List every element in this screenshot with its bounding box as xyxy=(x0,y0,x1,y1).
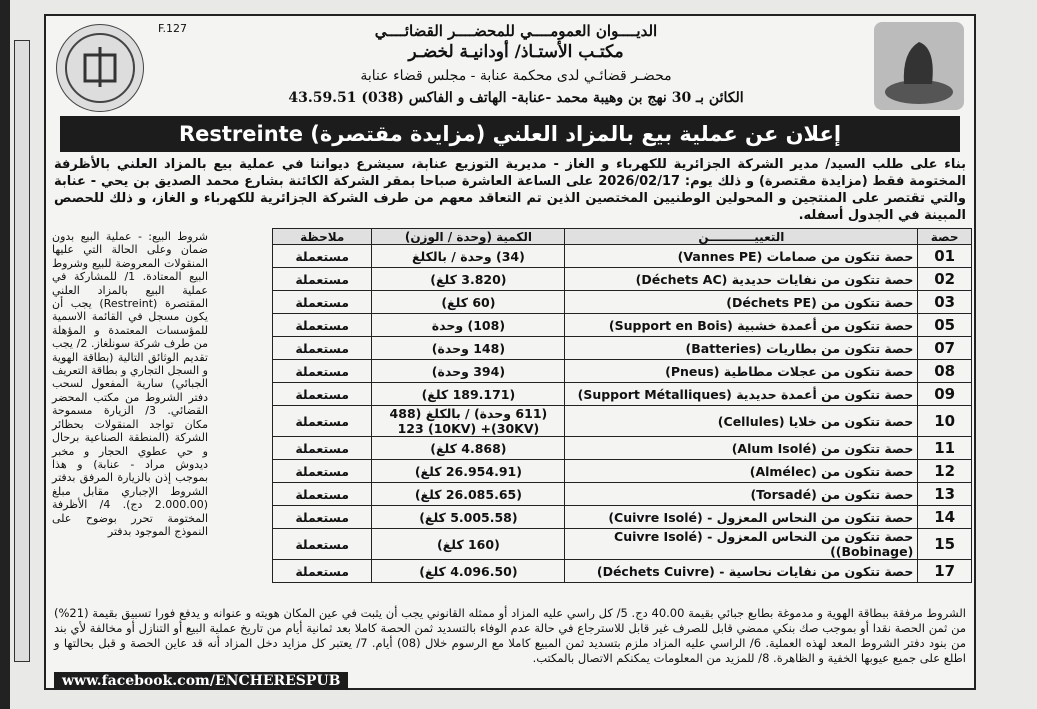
lot-description: حصة تتكون من (Déchets PE) xyxy=(565,291,918,314)
lot-quantity: (26.085.65 كلغ) xyxy=(372,483,565,506)
website-link[interactable]: www.facebook.com/ENCHERESPUB xyxy=(54,672,348,690)
lot-remark: مستعملة xyxy=(273,560,372,583)
lot-description: حصة تتكون من أعمدة خشبية (Support en Bois) xyxy=(565,314,918,337)
lot-remark: مستعملة xyxy=(273,314,372,337)
lot-remark: مستعملة xyxy=(273,245,372,268)
lot-number: 15 xyxy=(918,529,972,560)
lot-remark: مستعملة xyxy=(273,360,372,383)
lot-number: 02 xyxy=(918,268,972,291)
lot-remark: مستعملة xyxy=(273,406,372,437)
table-row xyxy=(273,437,972,460)
lot-description: حصة تتكون من أعمدة حديدية (Support Métalliques) xyxy=(565,383,918,406)
lot-description: حصة تتكون من بطاريات (Batteries) xyxy=(565,337,918,360)
lot-number: 11 xyxy=(918,437,972,460)
lot-quantity: (26.954.91 كلغ) xyxy=(372,460,565,483)
lot-quantity: (60 كلغ) xyxy=(372,291,565,314)
lot-remark: مستعملة xyxy=(273,460,372,483)
lot-number: 13 xyxy=(918,483,972,506)
table-row xyxy=(273,314,972,337)
lot-number: 01 xyxy=(918,245,972,268)
announcement-sheet xyxy=(44,14,976,690)
lot-remark: مستعملة xyxy=(273,437,372,460)
col-remark: ملاحظة xyxy=(273,229,372,245)
auction-banner: إعلان عن عملية بيع بالمزاد العلني (مزايدة مقتصرة) Restreinte xyxy=(60,116,960,152)
lot-quantity: (160 كلغ) xyxy=(372,529,565,560)
lot-description: حصة تتكون من صمامات (Vannes PE) xyxy=(565,245,918,268)
lot-remark: مستعملة xyxy=(273,506,372,529)
lot-description: حصة تتكون من نفايات حديدية (Déchets AC) xyxy=(565,268,918,291)
lot-number: 17 xyxy=(918,560,972,583)
table-row xyxy=(273,406,972,437)
page-edge xyxy=(0,0,10,709)
lot-number: 10 xyxy=(918,406,972,437)
lot-description: حصة تتكون من خلايا (Cellules) xyxy=(565,406,918,437)
lot-quantity: (108) وحدة xyxy=(372,314,565,337)
lot-description: حصة تتكون من (Alum Isolé) xyxy=(565,437,918,460)
lot-quantity: (3.820 كلغ) xyxy=(372,268,565,291)
adjacent-column-edge xyxy=(14,40,30,662)
intro-paragraph: بناء على طلب السيد/ مدير الشركة الجزائرية للكهرباء و الغاز - مديرية التوزيع عنابة، سيشرع ديواننا في عملية بيع بالمزاد العلني بالأظرفة المختومة فقط (مزايدة مقتصرة) و ذلك يوم: 2026/02/17 على الساعة العاشرة صباحا بمقر الشركة الكائنة بشارع محمد الصديق بن يحي - عنابة والتي تقتصر على المنتجين و المحولين الوطنيين المختصين الذين تم التعاقد معهم من طرف الشركة الجزائرية للكهرباء و الغاز، و ذلك للحصص المبينة في الجدول أسفله. xyxy=(54,157,967,223)
lot-quantity: (34) وحدة / بالكلغ xyxy=(372,245,565,268)
office-address: الكائن بـ 30 نهج بن وهيبة محمد -عنابة- الهاتف و الفاكس (038) 43.59.51 xyxy=(288,90,744,106)
table-row xyxy=(273,337,972,360)
office-title: الديــــوان العمومــــي للمحضــــر القضائــــي xyxy=(374,22,658,40)
lot-description: حصة تتكون من (Almélec) xyxy=(565,460,918,483)
col-description: التعييـــــــــــن xyxy=(565,229,918,245)
col-quantity: الكمية (وحدة / الوزن) xyxy=(372,229,565,245)
table-row xyxy=(273,483,972,506)
lot-quantity: (4.096.50 كلغ) xyxy=(372,560,565,583)
lot-number: 12 xyxy=(918,460,972,483)
table-row xyxy=(273,291,972,314)
lot-number: 03 xyxy=(918,291,972,314)
table-row xyxy=(273,245,972,268)
sale-conditions: شروط البيع: - عملية البيع بدون ضمان وعلى الحالة التي عليها المنقولات المعروضة للبيع وشروط البيع المعتادة. 1/ للمشاركة في عملية البيع بالمزاد العلني المقتصرة (Restreint) يجب أن يكون مسجل في القائمة الاسمية للمؤسسات المعتمدة و المؤهلة من طرف شركة سونلغاز. 2/ يجب تقديم الوثائق التالية (بطاقة الهوية و السجل التجاري و بطاقة التعريف الجبائي) سارية المفعول لسحب دفتر الشروط من مكتب المحضر القضائي. 3/ الزيارة مسموحة مكان تواجد المنقولات بحظائر الشركة (المنطقة الصناعية برحال و حي عطوي الحجار و مخبر ديدوش مراد - عنابة) و هذا بموجب إذن بالزيارة المرفق بدفتر الشروط الإجباري مقابل مبلغ (2.000.00 دج). 4/ الأظرفة المختومة تحرر بوضوح على النموذج الموجود بدفتر xyxy=(51,230,209,538)
lot-quantity: (189.171 كلغ) xyxy=(372,383,565,406)
lot-number: 08 xyxy=(918,360,972,383)
lot-description: حصة تتكون من النحاس المعزول - (Cuivre Isolé) xyxy=(565,506,918,529)
lot-remark: مستعملة xyxy=(273,268,372,291)
form-code: F.127 xyxy=(158,22,188,35)
table-row xyxy=(273,506,972,529)
lot-quantity: (148 وحدة) xyxy=(372,337,565,360)
lot-remark: مستعملة xyxy=(273,529,372,560)
lot-quantity: (611 وحدة) / بالكلغ (488 (30KV)+ 123 (10KV) xyxy=(372,406,565,437)
bust-photo-logo xyxy=(874,22,964,110)
lot-number: 14 xyxy=(918,506,972,529)
justice-emblem-logo xyxy=(56,24,144,112)
table-row xyxy=(273,383,972,406)
statue-icon xyxy=(874,22,964,110)
lot-quantity: (5.005.58 كلغ) xyxy=(372,506,565,529)
lot-description: حصة تتكون من نفايات نحاسية - (Déchets Cuivre) xyxy=(565,560,918,583)
table-row xyxy=(273,529,972,560)
lot-number: 05 xyxy=(918,314,972,337)
lot-description: حصة تتكون من (Torsadé) xyxy=(565,483,918,506)
table-row xyxy=(273,460,972,483)
bailiff-name: مكتـب الأستـاذ/ أودانيـة لخضـر xyxy=(408,42,624,62)
scales-icon xyxy=(57,25,143,111)
lot-remark: مستعملة xyxy=(273,337,372,360)
lot-remark: مستعملة xyxy=(273,291,372,314)
lot-remark: مستعملة xyxy=(273,483,372,506)
table-row xyxy=(273,560,972,583)
lot-quantity: (394 وحدة) xyxy=(372,360,565,383)
table-header-row xyxy=(273,229,972,245)
lot-description: حصة تتكون من النحاس المعزول - (Cuivre Isolé (Bobinage)) xyxy=(565,529,918,560)
table-row xyxy=(273,268,972,291)
lot-remark: مستعملة xyxy=(273,383,372,406)
lot-number: 09 xyxy=(918,383,972,406)
lot-quantity: (4.868 كلغ) xyxy=(372,437,565,460)
lots-table xyxy=(272,228,972,583)
court-jurisdiction: محضـر قضائـي لدى محكمة عنابة - مجلس قضاء عنابة xyxy=(360,68,672,84)
col-lot: حصة xyxy=(918,229,972,245)
lot-description: حصة تتكون من عجلات مطاطية (Pneus) xyxy=(565,360,918,383)
footer-conditions: الشروط مرفقة ببطاقة الهوية و مدموغة بطابع جبائي بقيمة 40.00 دج. 5/ كل راسي عليه المزاد أو ممثله القانوني يجب أن يثبت في عين المكان هويته و عنوانه و يدفع فورا تسبيق بقيمة (21%) من ثمن الحصة نقدا أو بموجب صك بنكي ممضي قابل للصرف غير قابل للاسترجاع في حالة عدم الوفاء بالتسديد ثمن الحصة كاملا بعد ثمانية أيام من تاريخ عملية البيع أو التنازل أو مخالفة لأي بند من بنود دفتر الشروط المعد لهذه العملية. 6/ الراسي عليه المزاد ملزم بتسديد ثمن المبيع كاملا مع الرسوم خلال (08) أيام. 7/ يعتبر كل مزايد دخل المزاد أنه قد عاين الحصة و قبل بحالتها و اطلع على جميع عيوبها الخفية و الظاهرة. 8/ للمزيد من المعلومات يمكنكم الاتصال بالمكتب. xyxy=(54,606,967,665)
table-row xyxy=(273,360,972,383)
lot-number: 07 xyxy=(918,337,972,360)
